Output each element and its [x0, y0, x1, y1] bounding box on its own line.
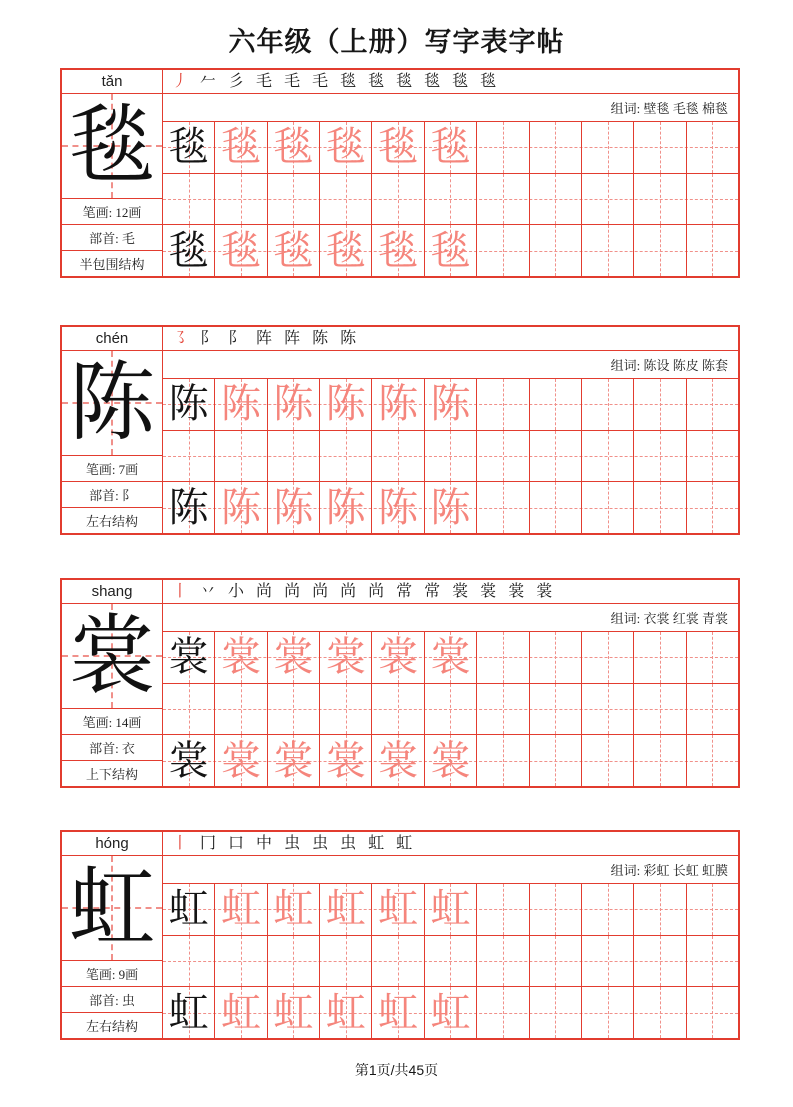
practice-cell [634, 735, 686, 786]
stroke-step: 毛 [284, 72, 301, 90]
practice-cell [687, 431, 738, 482]
practice-cell [372, 884, 424, 935]
practice-cell [425, 735, 477, 786]
stroke-step: 尚 [340, 582, 357, 600]
pinyin-label: tǎn [62, 70, 162, 94]
main-character: 陈 [69, 355, 155, 451]
character-block [60, 325, 740, 535]
trace-character: 毯 [273, 124, 314, 170]
practice-cell [687, 225, 738, 276]
practice-cell [372, 431, 424, 482]
practice-cell [320, 632, 372, 683]
trace-character: 裳 [430, 737, 471, 783]
trace-character: 陈 [325, 484, 366, 530]
stroke-step: 虹 [368, 834, 385, 852]
practice-cell [425, 987, 477, 1038]
character-info-column [62, 70, 163, 276]
practice-cell [477, 174, 529, 225]
pinyin-label: shang [62, 580, 162, 604]
practice-cell [687, 987, 738, 1038]
main-character: 虹 [69, 860, 155, 956]
practice-cell [268, 684, 320, 735]
stroke-step: 毯 [452, 72, 469, 90]
practice-row [163, 122, 738, 174]
practice-cell [425, 632, 477, 683]
practice-cell [530, 632, 582, 683]
stroke-order-row [163, 70, 738, 94]
practice-column [163, 832, 738, 1038]
practice-cell [163, 379, 215, 430]
practice-cell [372, 735, 424, 786]
stroke-step: 裳 [508, 582, 525, 600]
radical-label: 部首: 阝 [62, 481, 162, 507]
practice-cell [215, 884, 267, 935]
trace-character: 毯 [378, 227, 419, 273]
stroke-count-label: 笔画: 7画 [62, 455, 162, 481]
practice-cell [530, 174, 582, 225]
practice-row [163, 632, 738, 684]
trace-character: 陈 [378, 484, 419, 530]
pinyin-label: chén [62, 327, 162, 351]
stroke-step: 虫 [284, 834, 301, 852]
practice-cell [320, 225, 372, 276]
stroke-order-row [163, 832, 738, 856]
practice-cell [530, 379, 582, 430]
trace-character: 虹 [378, 886, 419, 932]
trace-character: 陈 [221, 381, 262, 427]
practice-cell [268, 379, 320, 430]
radical-label: 部首: 毛 [62, 224, 162, 250]
main-character: 毯 [69, 98, 155, 194]
trace-character: 虹 [273, 989, 314, 1035]
character-info-column [62, 327, 163, 533]
practice-cell [634, 225, 686, 276]
practice-cell [215, 684, 267, 735]
practice-cell [634, 684, 686, 735]
practice-cell [268, 632, 320, 683]
practice-cell [372, 987, 424, 1038]
stroke-step: 尚 [256, 582, 273, 600]
practice-cell [320, 936, 372, 987]
trace-character: 虹 [273, 886, 314, 932]
trace-character: 陈 [378, 381, 419, 427]
practice-cell [163, 735, 215, 786]
practice-column [163, 580, 738, 786]
model-character: 虹 [168, 886, 209, 932]
stroke-step: 丨 [172, 834, 189, 852]
stroke-step: 口 [228, 834, 245, 852]
practice-cell [425, 379, 477, 430]
model-character: 毯 [168, 227, 209, 273]
practice-cell [582, 735, 634, 786]
pinyin-label: hóng [62, 832, 162, 856]
practice-cell [477, 684, 529, 735]
practice-cell [687, 735, 738, 786]
practice-row [163, 225, 738, 276]
stroke-step: 丿 [172, 72, 189, 90]
practice-cell [163, 884, 215, 935]
practice-cell [425, 482, 477, 533]
practice-cell [477, 482, 529, 533]
trace-character: 裳 [325, 737, 366, 783]
practice-cell [477, 936, 529, 987]
practice-cell [634, 174, 686, 225]
practice-cell [268, 735, 320, 786]
trace-character: 虹 [221, 989, 262, 1035]
practice-cell [530, 987, 582, 1038]
trace-character: 裳 [273, 634, 314, 680]
practice-cell [215, 632, 267, 683]
practice-cell [477, 632, 529, 683]
practice-cell [215, 122, 267, 173]
trace-character: 毯 [430, 124, 471, 170]
practice-cell [582, 482, 634, 533]
trace-character: 裳 [378, 737, 419, 783]
stroke-step: 尚 [284, 582, 301, 600]
practice-cell [687, 122, 738, 173]
trace-character: 虹 [325, 989, 366, 1035]
practice-cell [163, 225, 215, 276]
practice-cell [372, 936, 424, 987]
stroke-step: 毛 [312, 72, 329, 90]
practice-cell [215, 174, 267, 225]
stroke-step: 毛 [256, 72, 273, 90]
practice-cell [320, 431, 372, 482]
stroke-step: 陈 [340, 329, 357, 347]
main-character-box [62, 351, 162, 455]
practice-cell [634, 379, 686, 430]
stroke-step: 毯 [480, 72, 497, 90]
practice-cell [425, 122, 477, 173]
practice-cell [687, 884, 738, 935]
practice-cell [425, 684, 477, 735]
practice-cell [634, 122, 686, 173]
trace-character: 裳 [273, 737, 314, 783]
model-character: 裳 [168, 634, 209, 680]
stroke-step: 尚 [312, 582, 329, 600]
model-character: 毯 [168, 124, 209, 170]
practice-cell [530, 884, 582, 935]
trace-character: 毯 [430, 227, 471, 273]
practice-cell [163, 987, 215, 1038]
practice-cell [320, 122, 372, 173]
practice-cell [634, 482, 686, 533]
practice-cell [425, 431, 477, 482]
practice-cell [634, 936, 686, 987]
stroke-step: 中 [256, 834, 273, 852]
trace-character: 毯 [273, 227, 314, 273]
practice-cell [268, 122, 320, 173]
practice-cell [530, 936, 582, 987]
practice-cell [163, 684, 215, 735]
stroke-step: 陈 [312, 329, 329, 347]
practice-cell [687, 174, 738, 225]
practice-cell [320, 379, 372, 430]
page-number: 第1页/共45页 [354, 1062, 439, 1078]
stroke-step: 丨 [172, 582, 189, 600]
model-character: 陈 [168, 484, 209, 530]
practice-cell [425, 225, 477, 276]
trace-character: 裳 [430, 634, 471, 680]
stroke-step: 裳 [452, 582, 469, 600]
trace-character: 毯 [325, 227, 366, 273]
stroke-step: 裳 [536, 582, 553, 600]
practice-cell [320, 884, 372, 935]
main-character-box [62, 856, 162, 960]
practice-cell [477, 735, 529, 786]
structure-label: 左右结构 [62, 507, 162, 533]
practice-cell [268, 936, 320, 987]
stroke-count-label: 笔画: 12画 [62, 198, 162, 224]
stroke-count-label: 笔画: 9画 [62, 960, 162, 986]
trace-character: 虹 [378, 989, 419, 1035]
practice-cell [372, 225, 424, 276]
stroke-step: 毯 [424, 72, 441, 90]
trace-character: 毯 [378, 124, 419, 170]
practice-cell [163, 936, 215, 987]
stroke-step: 毯 [340, 72, 357, 90]
practice-cell [215, 735, 267, 786]
trace-character: 毯 [221, 227, 262, 273]
trace-character: 陈 [273, 484, 314, 530]
practice-cell [582, 684, 634, 735]
practice-cell [372, 379, 424, 430]
practice-cell [582, 174, 634, 225]
practice-cell [268, 987, 320, 1038]
character-info-column [62, 832, 163, 1038]
page-title: 六年级（上册）写字表字帖 [228, 27, 565, 57]
practice-cell [215, 482, 267, 533]
practice-cell [530, 225, 582, 276]
word-examples: 组词: 陈设 陈皮 陈套 [163, 351, 738, 379]
structure-label: 上下结构 [62, 760, 162, 786]
practice-cell [687, 936, 738, 987]
practice-cell [372, 684, 424, 735]
practice-cell [372, 632, 424, 683]
practice-cell [582, 431, 634, 482]
stroke-step: 阝 [200, 329, 217, 347]
practice-cell [425, 936, 477, 987]
practice-column [163, 70, 738, 276]
trace-character: 虹 [430, 886, 471, 932]
trace-character: 陈 [221, 484, 262, 530]
practice-row [163, 174, 738, 226]
practice-cell [634, 431, 686, 482]
practice-cell [634, 884, 686, 935]
trace-character: 陈 [430, 484, 471, 530]
stroke-step: 阵 [284, 329, 301, 347]
trace-character: 裳 [378, 634, 419, 680]
practice-cell [687, 482, 738, 533]
practice-cell [530, 122, 582, 173]
practice-cell [372, 174, 424, 225]
trace-character: 裳 [325, 634, 366, 680]
practice-cell [477, 379, 529, 430]
stroke-step: 虫 [312, 834, 329, 852]
stroke-step: 尚 [368, 582, 385, 600]
character-block [60, 578, 740, 788]
stroke-step: 虹 [396, 834, 413, 852]
trace-character: 毯 [221, 124, 262, 170]
practice-cell [530, 482, 582, 533]
practice-cell [163, 122, 215, 173]
stroke-step: 彡 [228, 72, 245, 90]
practice-cell [320, 735, 372, 786]
stroke-step: 冂 [200, 834, 217, 852]
practice-cell [372, 122, 424, 173]
main-character-box [62, 604, 162, 708]
practice-cell [634, 987, 686, 1038]
practice-cell [163, 482, 215, 533]
practice-cell [268, 225, 320, 276]
practice-cell [163, 632, 215, 683]
practice-cell [687, 379, 738, 430]
model-character: 虹 [168, 989, 209, 1035]
practice-cell [163, 174, 215, 225]
character-info-column [62, 580, 163, 786]
practice-cell [477, 884, 529, 935]
practice-cell [582, 225, 634, 276]
practice-cell [477, 987, 529, 1038]
practice-cell [268, 174, 320, 225]
model-character: 裳 [168, 737, 209, 783]
structure-label: 半包围结构 [62, 250, 162, 276]
practice-cell [687, 632, 738, 683]
practice-cell [477, 225, 529, 276]
practice-cell [530, 431, 582, 482]
practice-row [163, 684, 738, 736]
practice-row [163, 379, 738, 431]
practice-cell [372, 482, 424, 533]
stroke-step: 裳 [480, 582, 497, 600]
trace-character: 毯 [325, 124, 366, 170]
practice-cell [530, 735, 582, 786]
practice-cell [582, 936, 634, 987]
practice-cell [582, 987, 634, 1038]
practice-cell [320, 684, 372, 735]
character-block [60, 68, 740, 278]
practice-row [163, 936, 738, 988]
structure-label: 左右结构 [62, 1012, 162, 1038]
word-examples: 组词: 彩虹 长虹 虹膜 [163, 856, 738, 884]
stroke-count-label: 笔画: 14画 [62, 708, 162, 734]
stroke-step: 阵 [256, 329, 273, 347]
stroke-order-row [163, 580, 738, 604]
trace-character: 虹 [325, 886, 366, 932]
stroke-step: 毯 [396, 72, 413, 90]
practice-column [163, 327, 738, 533]
practice-row [163, 482, 738, 533]
practice-cell [268, 431, 320, 482]
radical-label: 部首: 衣 [62, 734, 162, 760]
character-block [60, 830, 740, 1040]
practice-row [163, 431, 738, 483]
practice-cell [215, 987, 267, 1038]
practice-cell [320, 482, 372, 533]
stroke-step: 常 [396, 582, 413, 600]
stroke-step: 阝 [228, 329, 245, 347]
practice-cell [634, 632, 686, 683]
worksheet-body [60, 68, 740, 1040]
practice-cell [582, 122, 634, 173]
practice-cell [477, 122, 529, 173]
stroke-step: 𠂉 [200, 72, 217, 90]
stroke-step: 常 [424, 582, 441, 600]
practice-cell [215, 225, 267, 276]
practice-cell [687, 684, 738, 735]
practice-cell [582, 884, 634, 935]
practice-cell [320, 987, 372, 1038]
practice-cell [215, 936, 267, 987]
practice-cell [215, 431, 267, 482]
trace-character: 裳 [221, 737, 262, 783]
stroke-step: 毯 [368, 72, 385, 90]
main-character: 裳 [69, 608, 155, 704]
practice-cell [425, 174, 477, 225]
trace-character: 陈 [273, 381, 314, 427]
practice-cell [320, 174, 372, 225]
practice-cell [477, 431, 529, 482]
trace-character: 裳 [221, 634, 262, 680]
practice-cell [530, 684, 582, 735]
trace-character: 虹 [221, 886, 262, 932]
stroke-step: 小 [228, 582, 245, 600]
practice-cell [215, 379, 267, 430]
main-character-box [62, 94, 162, 198]
practice-cell [582, 379, 634, 430]
stroke-step: 虫 [340, 834, 357, 852]
stroke-step: ㇌ [172, 329, 189, 347]
radical-label: 部首: 虫 [62, 986, 162, 1012]
model-character: 陈 [168, 381, 209, 427]
practice-cell [163, 431, 215, 482]
practice-cell [582, 632, 634, 683]
stroke-order-row [163, 327, 738, 351]
stroke-step: 丷 [200, 582, 217, 600]
trace-character: 陈 [430, 381, 471, 427]
practice-cell [268, 884, 320, 935]
trace-character: 陈 [325, 381, 366, 427]
practice-row [163, 987, 738, 1038]
practice-row [163, 884, 738, 936]
word-examples: 组词: 衣裳 红裳 青裳 [163, 604, 738, 632]
practice-cell [268, 482, 320, 533]
practice-row [163, 735, 738, 786]
practice-cell [425, 884, 477, 935]
trace-character: 虹 [430, 989, 471, 1035]
word-examples: 组词: 壁毯 毛毯 棉毯 [163, 94, 738, 122]
